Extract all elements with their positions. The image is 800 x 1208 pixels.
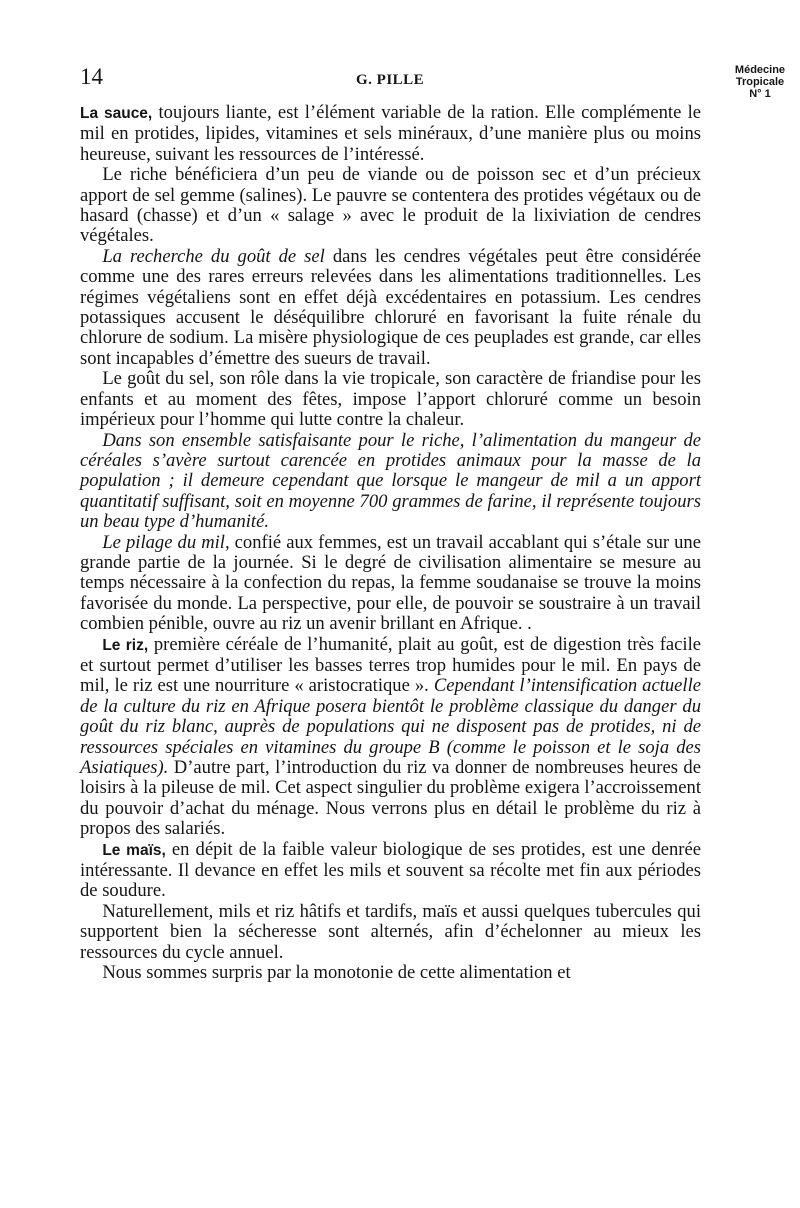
paragraph-text: Le riche bénéficiera d’un peu de viande ou de poisson sec et d’un précieux apport de sel gemme (salines). Le pauvre se contentera des protides végétaux ou de hasard (chasse) et d’un « salage » avec le produit de la lixiviation de cendres végétales. bbox=[80, 164, 701, 247]
paragraph-lead: La sauce, bbox=[80, 105, 153, 122]
paragraph-text: Le goût du sel, son rôle dans la vie tropicale, son caractère de friandise pour les enfants et au moment des fêtes, impose l’apport chloruré comme un besoin impérieux pour l’homme qui lutte contre la chaleur. bbox=[80, 368, 701, 431]
paragraph-lead: Le riz, bbox=[102, 636, 149, 654]
paragraph-text: Naturellement, mils et riz hâtifs et tardifs, maïs et aussi quelques tubercules qui supportent bien la sécheresse sont alternés, afin d’échelonner au mieux les ressources du cycle annuel. bbox=[80, 900, 701, 963]
paragraph-ensemble bbox=[80, 431, 701, 533]
page-number: 14 bbox=[80, 64, 103, 89]
paragraph-text: Nous sommes surpris par la monotonie de cette alimentation et bbox=[102, 962, 571, 984]
paragraph-lead: Le maïs, bbox=[102, 841, 166, 859]
journal-reference bbox=[720, 64, 800, 100]
paragraph-lead: La recherche du goût de sel bbox=[102, 245, 325, 267]
journal-name: Médecine bbox=[734, 64, 786, 76]
page-header bbox=[0, 62, 800, 102]
paragraph-mais bbox=[80, 840, 701, 902]
paragraph-monotonie bbox=[80, 963, 701, 983]
paragraph-text: confié aux femmes, est un travail accablant qui s’étale sur une grande partie de la journée. Si le degré de civilisation alimentaire se mesure au temps nécessaire à la confection du repas, la femme soudanaise se trouve la moins favorisée du monde. La perspective, pour elle, de pouvoir se soustraire à un travail combien pénible, ouvre au riz un avenir brillant en Afrique. . bbox=[80, 531, 701, 635]
paragraph-riz bbox=[80, 635, 701, 840]
paragraph-lead: Le pilage du mil, bbox=[102, 531, 230, 553]
paragraph-role-sel bbox=[80, 369, 701, 430]
running-title: G. PILLE bbox=[356, 72, 425, 88]
body-text bbox=[80, 103, 701, 983]
paragraph-pilage bbox=[80, 533, 701, 635]
paragraph-text: première céréale de l’humanité, plait au goût, est de digestion très facile et surtout permet d’utiliser les basses terres trop humides pour le mil. En pays de mil, le riz est une nourriture « aristocratique ». bbox=[80, 633, 701, 697]
paragraph-naturellement bbox=[80, 902, 701, 963]
paragraph-text: en dépit de la faible valeur biologique de ses protides, est une denrée intéressante. Il devance en effet les mils et souvent sa récolte met fin aux périodes de soudure. bbox=[80, 838, 701, 902]
journal-subtitle: Tropicale bbox=[735, 76, 785, 88]
paragraph-sauce bbox=[80, 103, 701, 165]
paragraph-italic-text: Dans son ensemble satisfaisante pour le riche, l’alimentation du mangeur de céréales s’avère surtout carencée en protides animaux pour la masse de la population ; il demeure cependant que lorsque le mangeur de mil a un apport quantitatif suffisant, soit en moyenne 700 grammes de farine, il représente toujours un beau type d’humanité. bbox=[80, 429, 701, 533]
journal-issue: N° 1 bbox=[749, 88, 771, 100]
paragraph-text: D’autre part, l’introduction du riz va donner de nombreuses heures de loisirs à la pileuse de mil. Cet aspect singulier du problème exigera l’accroissement du pouvoir d’achat du ménage. Nous verrons plus en détail le problème du riz à propos des salariés. bbox=[80, 757, 701, 840]
paragraph-riche bbox=[80, 165, 701, 247]
paragraph-gout-sel bbox=[80, 247, 701, 369]
paragraph-italic-text: Cependant l’intensification actuelle de la culture du riz en Afrique posera bientôt le problème classique du danger du goût du riz blanc, auprès de populations qui ne disposent pas de protides, ni de ressources spéciales en vitamines du groupe B (comme le poisson et le soja des Asiatiques). bbox=[80, 675, 701, 778]
paragraph-text: dans les cendres végétales peut être considérée comme une des rares erreurs relevées dans les alimentations traditionnelles. Les régimes végétaliens sont en effet déjà excédentaires en potassium. Les cendres potassiques accusent le déséquilibre chloruré en favorisant la fuite rénale du chlorure de sodium. La misère physiologique de ces peuplades est grande, car elles sont incapables d’émettre des sueurs de travail. bbox=[80, 245, 701, 369]
paragraph-text: toujours liante, est l’élément variable de la ration. Elle complémente le mil en protides, lipides, vitamines et sels minéraux, d’une manière plus ou moins heureuse, suivant les ressources de l’intéressé. bbox=[80, 102, 701, 165]
